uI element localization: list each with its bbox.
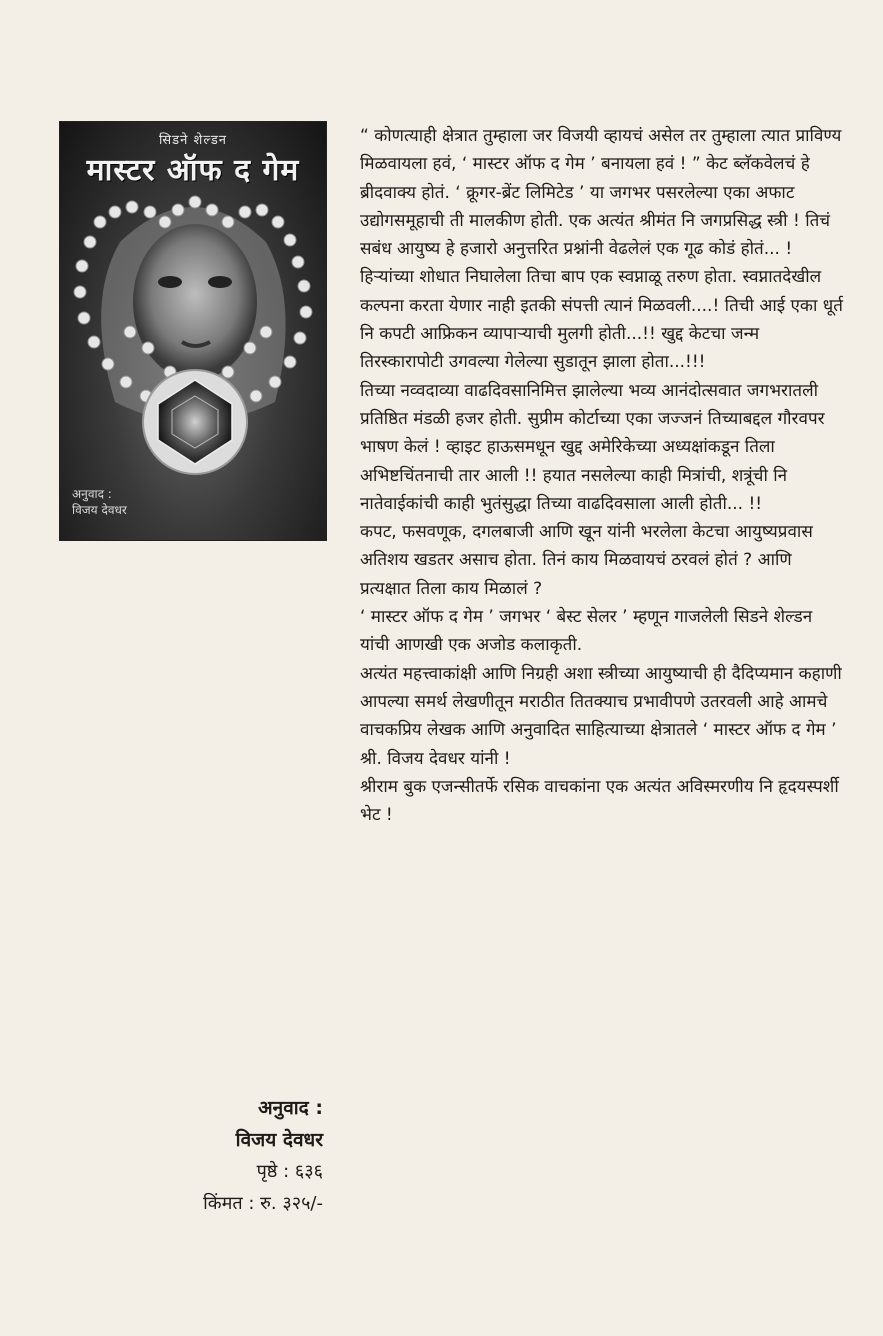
translation-label: अनुवाद : xyxy=(258,1097,323,1119)
page-count: पृष्ठे : ६३६ xyxy=(256,1161,323,1182)
price: किंमत : रु. ३२५/- xyxy=(203,1193,323,1214)
translator-name: विजय देवधर xyxy=(235,1129,323,1151)
cover-translator-name: विजय देवधर xyxy=(72,503,127,517)
blurb-paragraph-2: हिऱ्यांच्या शोधात निघालेला तिचा बाप एक स्वप्नाळू तरुण होता. स्वप्नातदेखील कल्पना करता येणार नाही इतकी संपत्ती त्यानं मिळवली....! तिची आई एका धूर्त नि कपटी आफ्रिकन व्यापाऱ्याची मुलगी होती...!! खुद्द केटचा जन्म तिरस्कारापोटी उगवल्या गेलेल्या सुडातून झाला होता...!!! xyxy=(360,267,843,373)
blurb-paragraph-7: श्रीराम बुक एजन्सीतर्फे रसिक वाचकांना एक अत्यंत अविस्मरणीय नि हृदयस्पर्शी भेट ! xyxy=(360,776,839,826)
cover-translator-label: अनुवाद : xyxy=(72,487,112,501)
blurb-text xyxy=(360,122,844,829)
cover-title: मास्टर ऑफ द गेम xyxy=(86,153,300,188)
book-details xyxy=(203,1092,323,1220)
blurb-paragraph-1: “ कोणत्याही क्षेत्रात तुम्हाला जर विजयी व्हायचं असेल तर तुम्हाला त्यात प्राविण्य मिळवायला हवं, ‘ मास्टर ऑफ द गेम ’ बनायला हवं ! ” केट ब्लॅकवेलचं हे ब्रीदवाक्य होतं. ‘ क्रूगर-ब्रेंट लिमिटेड ’ या जगभर पसरलेल्या एका अफाट उद्योगसमूहाची ती मालकीण होती. एक अत्यंत श्रीमंत नि जगप्रसिद्ध स्त्री ! तिचं सबंध आयुष्य हे हजारो अनुत्तरित प्रश्नांनी वेढलेलं एक गूढ कोडं होतं... ! xyxy=(360,126,842,260)
blurb-paragraph-3: तिच्या नव्वदाव्या वाढदिवसानिमित्त झालेल्या भव्य आनंदोत्सवात जगभरातली प्रतिष्ठित मंडळी हजर होती. सुप्रीम कोर्टाच्या एका जज्जनं तिच्याबद्दल गौरवपर भाषण केलं ! व्हाइट हाऊसमधून खुद्द अमेरिकेच्या अध्यक्षांकडून तिला अभिष्टचिंतनाची तार आली !! हयात नसलेल्या काही मित्रांची, शत्रूंची नि नातेवाईकांची काही भुतंसुद्धा तिच्या वाढदिवसाला आली होती... !! xyxy=(360,380,825,514)
blurb-paragraph-5: ‘ मास्टर ऑफ द गेम ’ जगभर ‘ बेस्ट सेलर ’ म्हणून गाजलेली सिडने शेल्डन यांची आणखी एक अजोड कलाकृती. xyxy=(360,607,813,656)
cover-portrait-necklace-art xyxy=(60,182,326,482)
cover-author: सिडने शेल्डन xyxy=(159,133,227,148)
book-cover-image xyxy=(60,122,326,540)
cover-translator-credit xyxy=(72,486,127,518)
blurb-paragraph-4: कपट, फसवणूक, दगलबाजी आणि खून यांनी भरलेला केटचा आयुष्यप्रवास अतिशय खडतर असाच होता. तिनं काय मिळवायचं ठरवलं होतं ? आणि प्रत्यक्षात तिला काय मिळालं ? xyxy=(360,522,813,599)
blurb-paragraph-6: अत्यंत महत्त्वाकांक्षी आणि निग्रही अशा स्त्रीच्या आयुष्याची ही दैदिप्यमान कहाणी आपल्या समर्थ लेखणीतून मराठीत तितक्याच प्रभावीपणे उतरवली आहे आमचे वाचकप्रिय लेखक आणि अनुवादित साहित्याच्या क्षेत्रातले ‘ मास्टर ऑफ द गेम ’ श्री. विजय देवधर यांनी ! xyxy=(360,663,842,769)
